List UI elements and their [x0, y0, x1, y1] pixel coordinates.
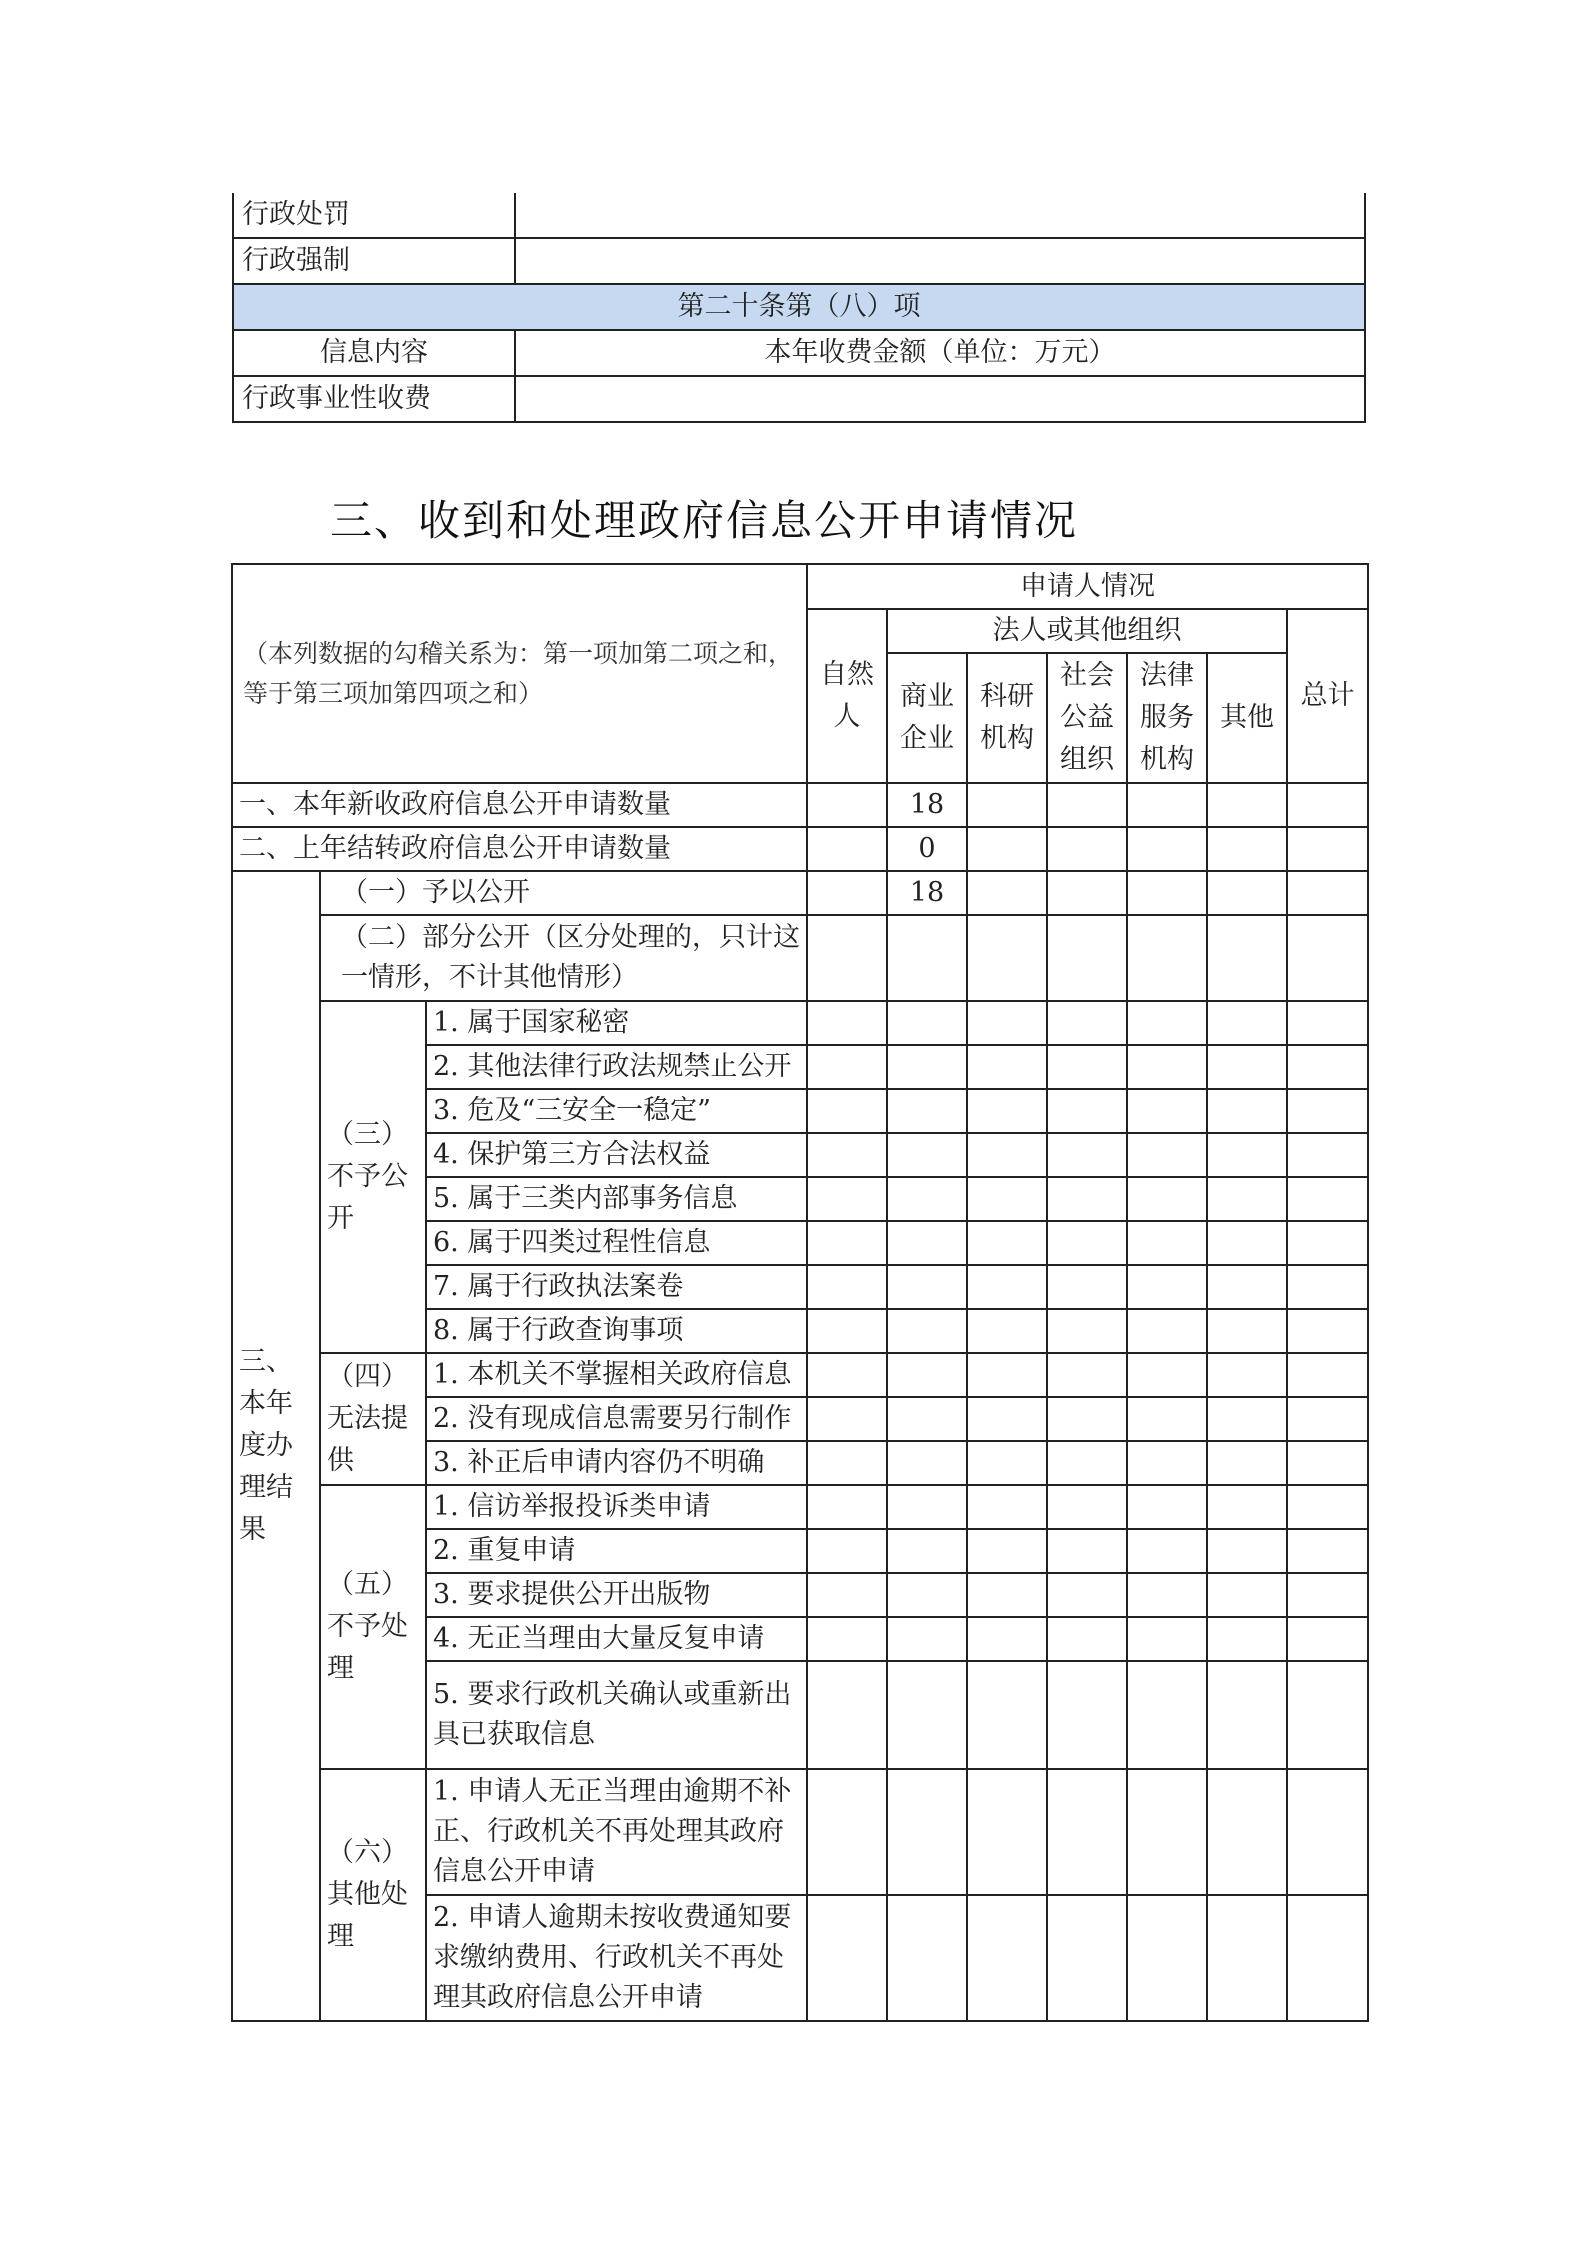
cell	[1287, 1573, 1368, 1617]
cell	[1287, 1441, 1368, 1485]
cell	[967, 1769, 1047, 1895]
cell	[807, 871, 887, 915]
cell	[1207, 871, 1287, 915]
cell	[967, 1133, 1047, 1177]
cell	[967, 871, 1047, 915]
cell	[1047, 1353, 1127, 1397]
cell	[1207, 1001, 1287, 1045]
cell	[887, 1221, 967, 1265]
cell	[1207, 1441, 1287, 1485]
group-label-unable: （四）无法提供	[320, 1353, 426, 1485]
cell	[1047, 1661, 1127, 1769]
cell	[1127, 1573, 1207, 1617]
cell	[1047, 915, 1127, 1001]
cell	[1127, 1661, 1207, 1769]
cell	[807, 1001, 887, 1045]
cell: 18	[887, 871, 967, 915]
cell	[1287, 1133, 1368, 1177]
cell	[967, 1573, 1047, 1617]
column-header: 本年收费金额（单位：万元）	[515, 330, 1365, 376]
cell	[1047, 1397, 1127, 1441]
row-label: 3. 要求提供公开出版物	[426, 1573, 807, 1617]
cell	[1207, 1089, 1287, 1133]
cell	[807, 1045, 887, 1089]
cell	[1287, 1177, 1368, 1221]
table-row	[233, 284, 1365, 330]
cell	[967, 1529, 1047, 1573]
sub-header-legal-service: 法律服务机构	[1127, 653, 1207, 783]
cell	[1047, 1485, 1127, 1529]
cell	[807, 1441, 887, 1485]
cell	[1127, 1769, 1207, 1895]
cell	[807, 1089, 887, 1133]
cell	[807, 1309, 887, 1353]
cell	[1207, 915, 1287, 1001]
row-label: 5. 属于三类内部事务信息	[426, 1177, 807, 1221]
cell	[1127, 1309, 1207, 1353]
cell	[1287, 1661, 1368, 1769]
row-label: 二、上年结转政府信息公开申请数量	[232, 827, 807, 871]
section-band: 第二十条第（八）项	[233, 284, 1365, 330]
cell	[1287, 1265, 1368, 1309]
cell	[887, 1769, 967, 1895]
table-row	[232, 1353, 1368, 1397]
table-row	[232, 1001, 1368, 1045]
cell	[1047, 827, 1127, 871]
sub-header-commercial: 商业企业	[887, 653, 967, 783]
row-label: 7. 属于行政执法案卷	[426, 1265, 807, 1309]
row-label: 1. 信访举报投诉类申请	[426, 1485, 807, 1529]
table-row	[232, 783, 1368, 827]
cell	[1127, 1397, 1207, 1441]
table-header-row	[232, 564, 1368, 609]
disclosure-table-top	[232, 193, 1366, 423]
cell	[1287, 1769, 1368, 1895]
cell	[1207, 827, 1287, 871]
cell	[1287, 1045, 1368, 1089]
table-row	[233, 376, 1365, 422]
cell	[1047, 1617, 1127, 1661]
cell	[1287, 1089, 1368, 1133]
cell	[887, 1045, 967, 1089]
row-label: 行政强制	[233, 238, 515, 284]
row-value	[515, 238, 1365, 284]
group-label-other: （六）其他处理	[320, 1769, 426, 2021]
row-label: 8. 属于行政查询事项	[426, 1309, 807, 1353]
cell	[887, 1177, 967, 1221]
cell	[807, 1265, 887, 1309]
column-header: 信息内容	[233, 330, 515, 376]
cell	[1287, 1529, 1368, 1573]
row-label: 5. 要求行政机关确认或重新出具已获取信息	[426, 1661, 807, 1769]
cell	[1287, 1617, 1368, 1661]
row-label: 2. 其他法律行政法规禁止公开	[426, 1045, 807, 1089]
row-label: 一、本年新收政府信息公开申请数量	[232, 783, 807, 827]
row-label: 行政处罚	[233, 193, 515, 238]
cell	[1207, 1045, 1287, 1089]
cell	[1127, 1001, 1207, 1045]
group-label-not-handle: （五）不予处理	[320, 1485, 426, 1769]
cell	[1127, 827, 1207, 871]
cell	[807, 1133, 887, 1177]
cell	[1207, 1485, 1287, 1529]
cell	[967, 1001, 1047, 1045]
cell	[887, 1353, 967, 1397]
cell	[807, 1617, 887, 1661]
cell	[967, 1045, 1047, 1089]
cell	[1287, 1353, 1368, 1397]
row-label: 2. 重复申请	[426, 1529, 807, 1573]
cell	[1207, 1573, 1287, 1617]
legal-entity-header: 法人或其他组织	[887, 609, 1287, 653]
cell	[1207, 1309, 1287, 1353]
table-row	[233, 193, 1365, 238]
cell	[1127, 871, 1207, 915]
cell	[1127, 1221, 1207, 1265]
cell	[1287, 827, 1368, 871]
cell	[1287, 915, 1368, 1001]
cell	[1207, 1617, 1287, 1661]
cell	[1127, 783, 1207, 827]
cell	[1207, 1397, 1287, 1441]
cell	[1207, 1529, 1287, 1573]
cell	[967, 1397, 1047, 1441]
cell	[967, 1485, 1047, 1529]
cell	[1127, 1529, 1207, 1573]
cell	[1047, 1045, 1127, 1089]
row-label: 2. 申请人逾期未按收费通知要求缴纳费用、行政机关不再处理其政府信息公开申请	[426, 1895, 807, 2021]
cell	[1287, 1309, 1368, 1353]
cell	[807, 1221, 887, 1265]
cell	[1127, 1617, 1207, 1661]
cell	[807, 1573, 887, 1617]
cell	[1047, 1089, 1127, 1133]
row-label: 1. 属于国家秘密	[426, 1001, 807, 1045]
row-label: （二）部分公开（区分处理的，只计这一情形，不计其他情形）	[320, 915, 807, 1001]
cell	[1047, 1309, 1127, 1353]
cell	[1207, 783, 1287, 827]
cell	[1207, 1133, 1287, 1177]
cell	[1287, 1221, 1368, 1265]
cell	[1047, 783, 1127, 827]
row-label: 3. 危及“三安全一稳定”	[426, 1089, 807, 1133]
cell	[807, 1353, 887, 1397]
cell	[887, 1309, 967, 1353]
row-label: 6. 属于四类过程性信息	[426, 1221, 807, 1265]
cell	[967, 1221, 1047, 1265]
cell	[807, 1895, 887, 2021]
table-row	[232, 827, 1368, 871]
balance-note: （本列数据的勾稽关系为：第一项加第二项之和，等于第三项加第四项之和）	[232, 564, 807, 783]
cell	[887, 1661, 967, 1769]
cell	[967, 1265, 1047, 1309]
cell	[1127, 915, 1207, 1001]
cell	[1287, 1001, 1368, 1045]
group-label-not-open: （三）不予公开	[320, 1001, 426, 1353]
cell	[1287, 1485, 1368, 1529]
row-label: 4. 保护第三方合法权益	[426, 1133, 807, 1177]
cell	[967, 1309, 1047, 1353]
cell	[887, 1485, 967, 1529]
table-header-row	[233, 330, 1365, 376]
cell	[1047, 1441, 1127, 1485]
cell	[887, 1089, 967, 1133]
cell	[887, 1573, 967, 1617]
cell	[1127, 1895, 1207, 2021]
table-row	[232, 1769, 1368, 1895]
cell	[1127, 1133, 1207, 1177]
row-label: 行政事业性收费	[233, 376, 515, 422]
cell	[887, 1001, 967, 1045]
row-label: 2. 没有现成信息需要另行制作	[426, 1397, 807, 1441]
table-row	[232, 871, 1368, 915]
cell	[1047, 1265, 1127, 1309]
cell	[967, 1661, 1047, 1769]
cell: 18	[887, 783, 967, 827]
cell	[887, 1529, 967, 1573]
cell	[887, 1265, 967, 1309]
cell	[967, 827, 1047, 871]
cell	[1047, 1529, 1127, 1573]
cell	[1047, 1769, 1127, 1895]
cell	[807, 915, 887, 1001]
cell	[1207, 1895, 1287, 2021]
total-header: 总计	[1287, 609, 1368, 783]
cell	[1127, 1441, 1207, 1485]
applicant-header: 申请人情况	[807, 564, 1368, 609]
cell	[887, 915, 967, 1001]
cell	[1207, 1661, 1287, 1769]
row-value	[515, 376, 1365, 422]
cell	[967, 1441, 1047, 1485]
cell	[887, 1133, 967, 1177]
sub-header-public-welfare: 社会公益组织	[1047, 653, 1127, 783]
sub-header-research: 科研机构	[967, 653, 1047, 783]
cell	[1207, 1769, 1287, 1895]
cell	[1207, 1221, 1287, 1265]
row-label: （一）予以公开	[320, 871, 807, 915]
cell	[967, 1895, 1047, 2021]
cell	[967, 1617, 1047, 1661]
cell	[887, 1441, 967, 1485]
cell	[1047, 1177, 1127, 1221]
cell	[807, 1177, 887, 1221]
cell	[967, 1353, 1047, 1397]
cell	[1047, 871, 1127, 915]
cell	[967, 783, 1047, 827]
cell	[967, 1089, 1047, 1133]
cell	[1287, 871, 1368, 915]
cell	[807, 1397, 887, 1441]
natural-person-header: 自然人	[807, 609, 887, 783]
cell	[1047, 1573, 1127, 1617]
cell	[1287, 783, 1368, 827]
cell	[807, 783, 887, 827]
cell	[1127, 1089, 1207, 1133]
cell	[1287, 1397, 1368, 1441]
cell	[967, 915, 1047, 1001]
cell	[887, 1617, 967, 1661]
cell	[807, 1529, 887, 1573]
sub-header-other: 其他	[1207, 653, 1287, 783]
table-row	[232, 1485, 1368, 1529]
application-stats-table	[231, 563, 1369, 2022]
cell	[1047, 1895, 1127, 2021]
row-label: 3. 补正后申请内容仍不明确	[426, 1441, 807, 1485]
cell	[1127, 1485, 1207, 1529]
cell	[807, 1485, 887, 1529]
cell	[1127, 1177, 1207, 1221]
section-title: 三、收到和处理政府信息公开申请情况	[330, 496, 1079, 545]
cell	[1047, 1133, 1127, 1177]
row-label: 1. 申请人无正当理由逾期不补正、行政机关不再处理其政府信息公开申请	[426, 1769, 807, 1895]
row-label: 4. 无正当理由大量反复申请	[426, 1617, 807, 1661]
cell	[1127, 1265, 1207, 1309]
cell	[807, 1769, 887, 1895]
cell	[967, 1177, 1047, 1221]
row-value	[515, 193, 1365, 238]
table-row	[232, 915, 1368, 1001]
cell	[1287, 1895, 1368, 2021]
cell	[807, 827, 887, 871]
cell	[1127, 1045, 1207, 1089]
cell	[1207, 1177, 1287, 1221]
cell	[1047, 1221, 1127, 1265]
cell	[807, 1661, 887, 1769]
row-label: 1. 本机关不掌握相关政府信息	[426, 1353, 807, 1397]
cell	[1207, 1265, 1287, 1309]
cell	[1047, 1001, 1127, 1045]
cell	[887, 1895, 967, 2021]
cell	[1207, 1353, 1287, 1397]
table-row	[233, 238, 1365, 284]
cell: 0	[887, 827, 967, 871]
cell	[887, 1397, 967, 1441]
group-label-results: 三、本年度办理结果	[232, 871, 320, 2021]
cell	[1127, 1353, 1207, 1397]
